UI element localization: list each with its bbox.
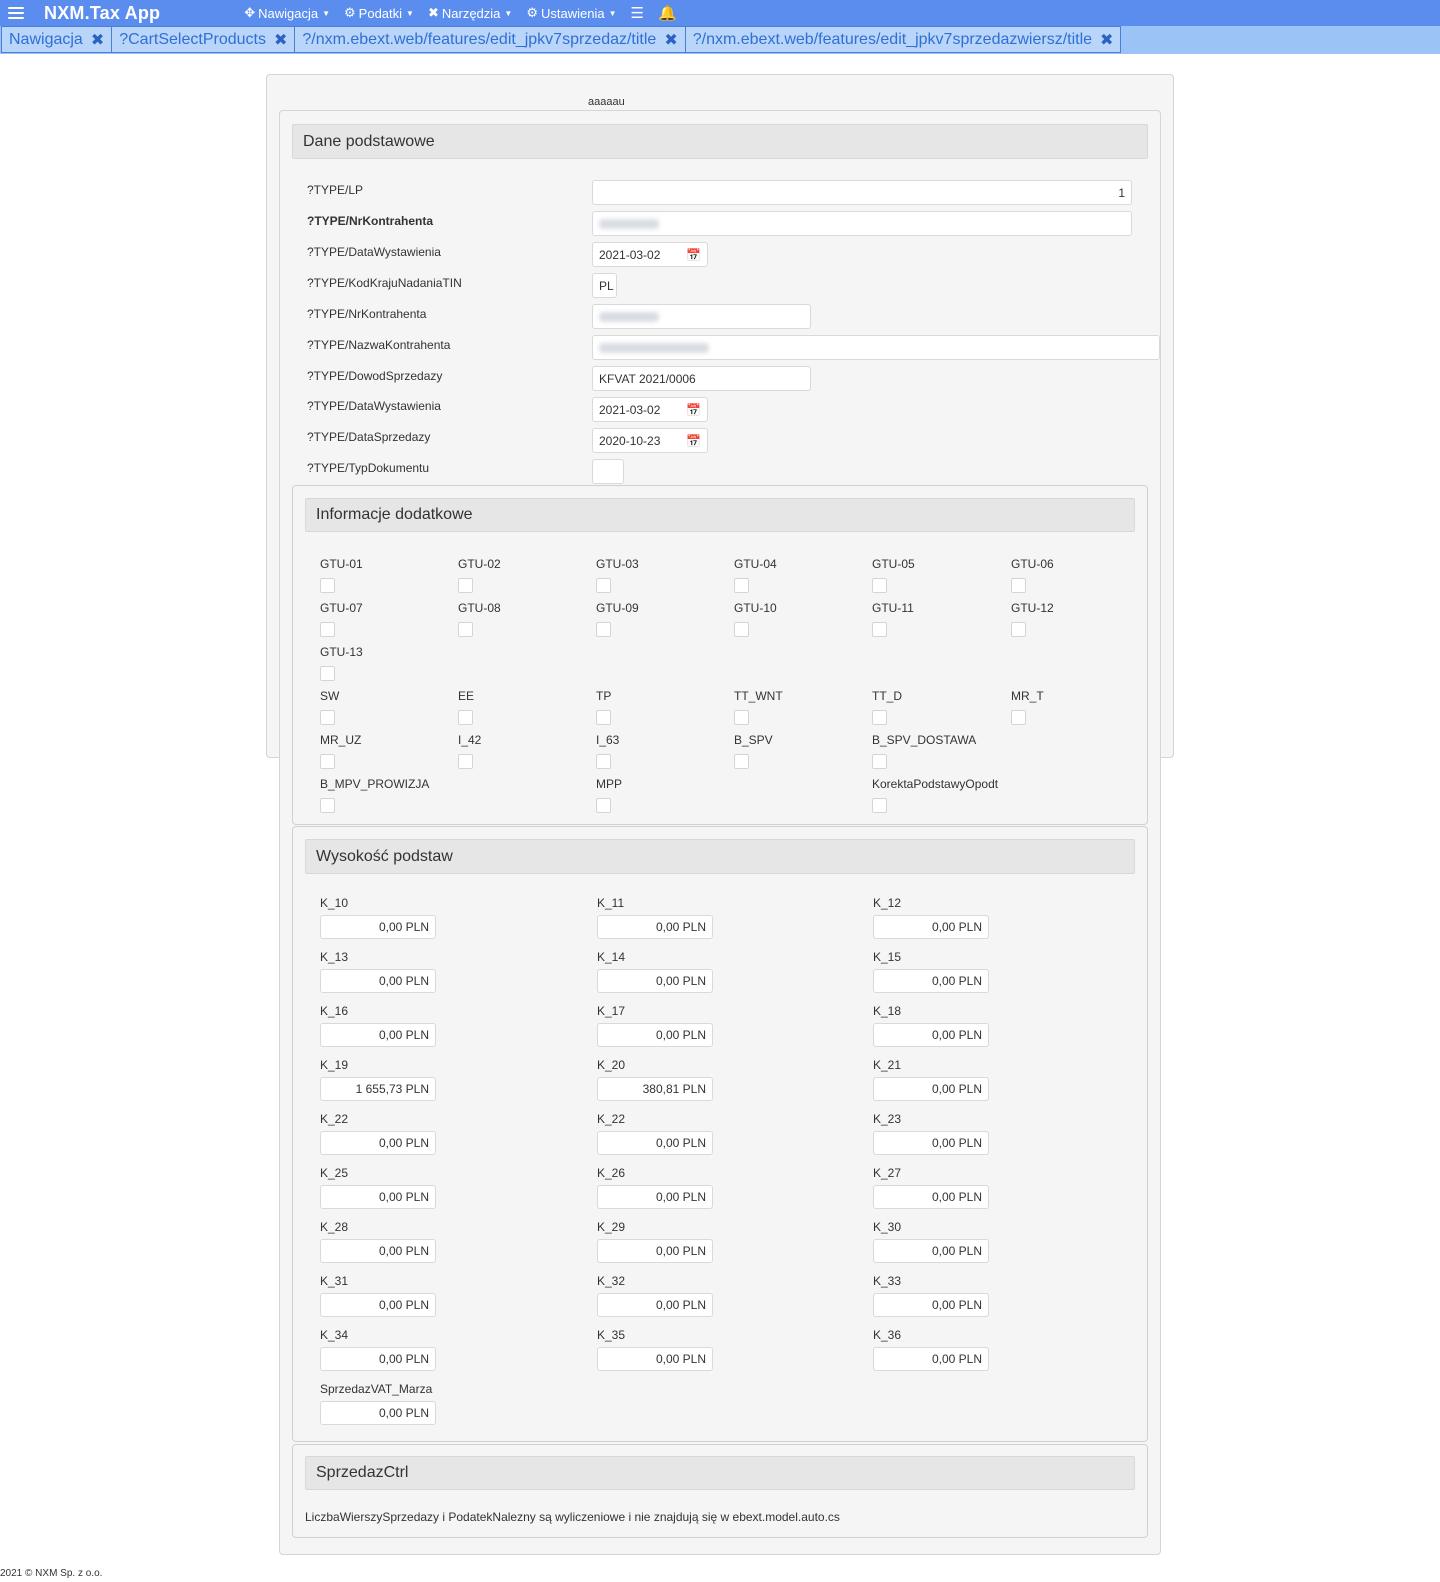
checkbox-mpp[interactable]: [596, 798, 611, 813]
checkbox-sw[interactable]: [320, 710, 335, 725]
checkbox-label: GTU-05: [872, 557, 915, 571]
amount-label: K_13: [320, 950, 349, 964]
footer-copyright: 2021 © NXM Sp. z o.o.: [0, 1568, 103, 1579]
amount-input-k-34[interactable]: 0,00 PLN: [320, 1347, 436, 1371]
checkbox-tt-d[interactable]: [872, 710, 887, 725]
dowod-sprzedazy-input[interactable]: [592, 366, 811, 391]
amount-label: K_11: [597, 896, 625, 910]
checkbox-tp[interactable]: [596, 710, 611, 725]
checkbox-gtu-12[interactable]: [1011, 622, 1026, 637]
amount-label: K_19: [320, 1058, 349, 1072]
nav-menu-ustawienia[interactable]: [526, 5, 616, 21]
amount-input-k-22[interactable]: 0,00 PLN: [320, 1131, 436, 1155]
data-sprzedazy-date-input[interactable]: [592, 428, 708, 453]
nr-kontrahenta-input[interactable]: [592, 211, 1132, 236]
amount-label: K_22: [320, 1112, 349, 1126]
task-list-icon[interactable]: ☰: [630, 5, 644, 22]
amount-input-k-36[interactable]: 0,00 PLN: [873, 1347, 989, 1371]
checkbox-label: MR_UZ: [320, 733, 362, 747]
amount-input-k-28[interactable]: 0,00 PLN: [320, 1239, 436, 1263]
checkbox-i-63[interactable]: [596, 754, 611, 769]
amount-input-k-14[interactable]: 0,00 PLN: [597, 969, 713, 993]
checkbox-gtu-03[interactable]: [596, 578, 611, 593]
redacted-value: [599, 219, 659, 229]
field-label: ?TYPE/NrKontrahenta: [307, 214, 434, 228]
informacje-dodatkowe-panel: [292, 485, 1148, 825]
amount-input-k-18[interactable]: 0,00 PLN: [873, 1023, 989, 1047]
section-header-wysokosc-podstaw: Wysokość podstaw: [305, 839, 1135, 874]
close-icon[interactable]: ✖: [1100, 31, 1114, 49]
field-label: ?TYPE/NazwaKontrahenta: [307, 338, 451, 352]
checkbox-label: MPP: [596, 777, 623, 791]
checkbox-label: KorektaPodstawyOpodt: [872, 777, 999, 791]
field-value: 2020-10-23: [599, 433, 661, 448]
checkbox-gtu-01[interactable]: [320, 578, 335, 593]
amount-label: K_33: [873, 1274, 902, 1288]
amount-label: K_31: [320, 1274, 349, 1288]
tab-cart-select-products[interactable]: [111, 26, 294, 53]
amount-input-k-15[interactable]: 0,00 PLN: [873, 969, 989, 993]
caret-down-icon: ▼: [406, 8, 414, 18]
amount-input-k-35[interactable]: 0,00 PLN: [597, 1347, 713, 1371]
typ-dokumentu-select[interactable]: [592, 459, 624, 484]
checkbox-label: GTU-08: [458, 601, 501, 615]
amount-input-k-33[interactable]: 0,00 PLN: [873, 1293, 989, 1317]
checkbox-label: TT_D: [872, 689, 902, 703]
field-value: 1: [1118, 185, 1125, 200]
tab-label: Nawigacja: [9, 30, 83, 48]
nav-menu-label: Nawigacja: [258, 5, 319, 21]
checkbox-tt-wnt[interactable]: [734, 710, 749, 725]
checkbox-label: B_SPV: [734, 733, 773, 747]
amount-input-k-26[interactable]: 0,00 PLN: [597, 1185, 713, 1209]
checkbox-label: GTU-11: [872, 601, 914, 615]
amount-input-k-21[interactable]: 0,00 PLN: [873, 1077, 989, 1101]
amount-label: K_23: [873, 1112, 902, 1126]
field-label: ?TYPE/DataSprzedazy: [307, 430, 431, 444]
top-navbar: [0, 0, 1440, 26]
amount-input-k-11[interactable]: 0,00 PLN: [597, 915, 713, 939]
amount-label: K_22: [597, 1112, 626, 1126]
calendar-icon[interactable]: 📅: [686, 402, 701, 417]
amount-label: K_18: [873, 1004, 902, 1018]
amount-input-k-10[interactable]: 0,00 PLN: [320, 915, 436, 939]
checkbox-gtu-05[interactable]: [872, 578, 887, 593]
data-wystawienia-date-input[interactable]: [592, 242, 708, 267]
redacted-value: [599, 312, 659, 322]
amount-input-k-30[interactable]: 0,00 PLN: [873, 1239, 989, 1263]
checkbox-label: GTU-07: [320, 601, 363, 615]
field-label: ?TYPE/KodKrajuNadaniaTIN: [307, 276, 462, 290]
checkbox-label: TP: [596, 689, 612, 703]
checkbox-label: I_63: [596, 733, 620, 747]
checkbox-label: GTU-12: [1011, 601, 1054, 615]
tab-nawigacja[interactable]: [1, 26, 111, 53]
close-icon[interactable]: ✖: [90, 31, 105, 49]
section-header-dane-podstawowe: Dane podstawowe: [292, 124, 1148, 159]
field-label: ?TYPE/TypDokumentu: [307, 461, 430, 475]
amount-input-k-23[interactable]: 0,00 PLN: [873, 1131, 989, 1155]
checkbox-label: GTU-09: [596, 601, 639, 615]
amount-label: K_29: [597, 1220, 626, 1234]
amount-label: K_35: [597, 1328, 626, 1342]
field-label: ?TYPE/DowodSprzedazy: [307, 369, 443, 383]
checkbox-label: GTU-10: [734, 601, 777, 615]
redacted-value: [599, 343, 709, 353]
checkbox-label: GTU-13: [320, 645, 363, 659]
amount-label: K_16: [320, 1004, 349, 1018]
amount-label: SprzedazVAT_Marza: [320, 1382, 433, 1396]
amount-label: K_32: [597, 1274, 626, 1288]
field-value: 2021-03-02: [599, 402, 661, 417]
amount-label: K_28: [320, 1220, 349, 1234]
checkbox-gtu-06[interactable]: [1011, 578, 1026, 593]
amount-label: K_17: [597, 1004, 626, 1018]
amount-label: K_36: [873, 1328, 902, 1342]
field-label: ?TYPE/NrKontrahenta: [307, 307, 427, 321]
tab-label: ?CartSelectProducts: [119, 30, 266, 48]
checkbox-b-spv-dostawa[interactable]: [872, 754, 887, 769]
checkbox-label: EE: [458, 689, 475, 703]
checkbox-b-spv[interactable]: [734, 754, 749, 769]
gears-icon: ⚙: [344, 5, 356, 20]
app-brand[interactable]: NXM.Tax App: [44, 2, 161, 23]
caret-down-icon: ▼: [608, 8, 617, 18]
calendar-icon[interactable]: 📅: [686, 433, 701, 448]
nav-menu-nawigacja[interactable]: [244, 5, 330, 21]
amount-label: K_34: [320, 1328, 349, 1342]
checkbox-label: GTU-04: [734, 557, 777, 571]
amount-input-k-29[interactable]: 0,00 PLN: [597, 1239, 713, 1263]
caret-down-icon: ▼: [504, 8, 513, 18]
amount-label: K_26: [597, 1166, 626, 1180]
checkbox-label: GTU-03: [596, 557, 639, 571]
field-label: ?TYPE/LP: [307, 183, 364, 197]
checkbox-i-42[interactable]: [458, 754, 473, 769]
checkbox-gtu-02[interactable]: [458, 578, 473, 593]
field-label: ?TYPE/DataWystawienia: [307, 245, 441, 259]
card-caption: aaaaau: [588, 96, 625, 108]
amount-label: K_25: [320, 1166, 349, 1180]
lp-input[interactable]: [592, 180, 1132, 205]
amount-label: K_12: [873, 896, 902, 910]
calendar-icon[interactable]: 📅: [686, 247, 701, 262]
amount-input-k-13[interactable]: 0,00 PLN: [320, 969, 436, 993]
checkbox-gtu-13[interactable]: [320, 666, 335, 681]
checkbox-label: TT_WNT: [734, 689, 783, 703]
tab-label: ?/nxm.ebext.web/features/edit_jpkv7sprzedazwiersz/title: [692, 30, 1093, 48]
nav-menu-label: Podatki: [358, 5, 403, 21]
checkbox-label: GTU-01: [320, 557, 363, 571]
checkbox-korektapodstawyopodt[interactable]: [872, 798, 887, 813]
tab-edit-jpkv7sprzedazwiersz[interactable]: [685, 26, 1122, 53]
checkbox-mr-t[interactable]: [1011, 710, 1026, 725]
amount-input-k-19[interactable]: 1 655,73 PLN: [320, 1077, 436, 1101]
amount-input-k-22[interactable]: 0,00 PLN: [597, 1131, 713, 1155]
checkbox-gtu-11[interactable]: [872, 622, 887, 637]
nazwa-kontrahenta-input[interactable]: [592, 335, 1160, 360]
amount-label: K_10: [320, 896, 349, 910]
checkbox-gtu-10[interactable]: [734, 622, 749, 637]
amount-input-k-16[interactable]: 0,00 PLN: [320, 1023, 436, 1047]
checkbox-gtu-09[interactable]: [596, 622, 611, 637]
checkbox-label: SW: [320, 689, 340, 703]
checkbox-label: MR_T: [1011, 689, 1044, 703]
field-value: 2021-03-02: [599, 247, 661, 262]
amount-input-k-25[interactable]: 0,00 PLN: [320, 1185, 436, 1209]
tab-edit-jpkv7sprzedaz[interactable]: [294, 26, 684, 53]
amount-label: K_14: [597, 950, 626, 964]
amount-label: K_15: [873, 950, 902, 964]
move-arrows-icon: ✥: [244, 5, 256, 20]
nav-menu-label: Ustawienia: [540, 5, 605, 21]
field-label: ?TYPE/DataWystawienia: [307, 399, 441, 413]
amount-input-k-12[interactable]: 0,00 PLN: [873, 915, 989, 939]
checkbox-label: GTU-02: [458, 557, 501, 571]
nav-menu-narzedzia[interactable]: [428, 5, 512, 21]
section-header-informacje-dodatkowe: Informacje dodatkowe: [305, 498, 1135, 532]
checkbox-gtu-08[interactable]: [458, 622, 473, 637]
checkbox-ee[interactable]: [458, 710, 473, 725]
amount-label: K_27: [873, 1166, 902, 1180]
amount-input-k-32[interactable]: 0,00 PLN: [597, 1293, 713, 1317]
nr-kontrahenta-input-2[interactable]: [592, 304, 811, 329]
checkbox-gtu-04[interactable]: [734, 578, 749, 593]
checkbox-label: GTU-06: [1011, 557, 1054, 571]
checkbox-label: I_42: [458, 733, 482, 747]
checkbox-gtu-07[interactable]: [320, 622, 335, 637]
checkbox-mr-uz[interactable]: [320, 754, 335, 769]
section-header-sprzedaz-ctrl: SprzedazCtrl: [305, 1456, 1135, 1490]
tools-icon: ✖: [427, 5, 439, 20]
caret-down-icon: ▼: [322, 8, 331, 18]
amount-input-k-31[interactable]: 0,00 PLN: [320, 1293, 436, 1317]
amount-input-k-20[interactable]: 380,81 PLN: [597, 1077, 713, 1101]
amount-input-k-17[interactable]: 0,00 PLN: [597, 1023, 713, 1047]
field-value: PL: [599, 278, 614, 293]
checkbox-label: B_SPV_DOSTAWA: [872, 733, 977, 747]
data-wystawienia-date-input-2[interactable]: [592, 397, 708, 422]
bell-icon[interactable]: 🔔: [657, 5, 677, 22]
amount-label: K_20: [597, 1058, 626, 1072]
nav-menu-label: Narzędzia: [441, 5, 501, 21]
close-icon[interactable]: ✖: [664, 31, 678, 49]
hamburger-menu-icon[interactable]: [8, 7, 24, 19]
field-value: KFVAT 2021/0006: [599, 371, 696, 386]
kod-kraju-input[interactable]: [592, 273, 617, 298]
tab-bar: [0, 26, 1440, 54]
amount-label: K_30: [873, 1220, 902, 1234]
checkbox-label: B_MPV_PROWIZJA: [320, 777, 430, 791]
amount-label: K_21: [873, 1058, 902, 1072]
tab-label: ?/nxm.ebext.web/features/edit_jpkv7sprzedaz/title: [302, 30, 657, 48]
gears-icon: ⚙: [526, 5, 538, 20]
checkbox-b-mpv-prowizja[interactable]: [320, 798, 335, 813]
close-icon[interactable]: ✖: [273, 31, 288, 49]
amount-input-k-27[interactable]: 0,00 PLN: [873, 1185, 989, 1209]
nav-menu-podatki[interactable]: [344, 5, 414, 21]
sprzedaz-ctrl-note: LiczbaWierszySprzedazy i PodatekNalezny są wyliczeniowe i nie znajdują się w ebext.model.auto.cs: [305, 1510, 840, 1524]
amount-input-sprzedazvat-marza[interactable]: 0,00 PLN: [320, 1401, 436, 1425]
